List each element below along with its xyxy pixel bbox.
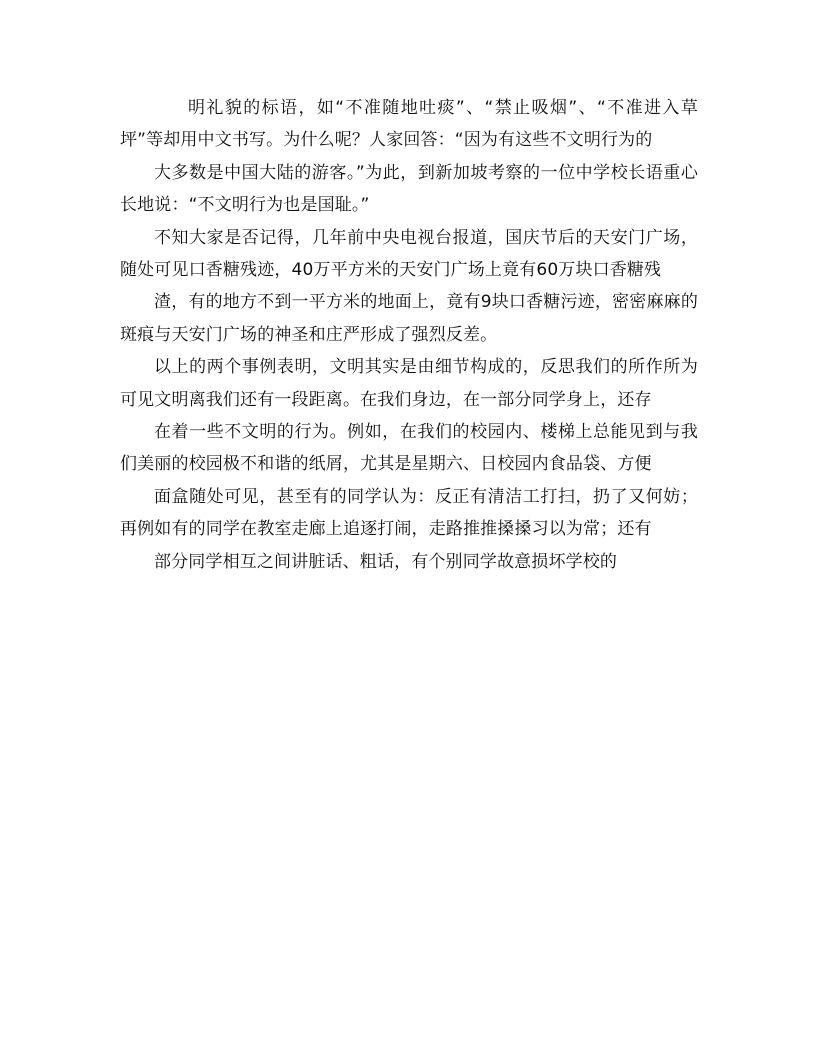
paragraph-8: 部分同学相互之间讲脏话、粗话，有个别同学故意损坏学校的 [154,551,618,572]
body-text [120,92,698,578]
paragraph-3: 不知大家是否记得，几年前中央电视台报道，国庆节后的天安门广场，随处可见口香糖残迹，40万平方米的天安门广场上竟有60万块口香糖残 [120,227,698,281]
paragraph-7: 面盒随处可见，甚至有的同学认为：反正有清洁工打扫，扔了又何妨；再例如有的同学在教室走廊上追逐打闹，走路推推搡搡习以为常；还有 [120,486,698,540]
paragraph-6: 在着一些不文明的行为。例如，在我们的校园内、楼梯上总能见到与我们美丽的校园极不和谐的纸屑，尤其是星期六、日校园内食品袋、方便 [120,422,698,475]
paragraph-1: 明礼貌的标语，如“不准随地吐痰”、“禁止吸烟”、“不准进入草坪”等却用中文书写。为什么呢？人家回答：“因为有这些不文明行为的 [120,98,698,151]
paragraph-5: 以上的两个事例表明，文明其实是由细节构成的，反思我们的所作所为可见文明离我们还有一段距离。在我们身边，在一部分同学身上，还存 [120,357,698,410]
paragraph-2: 大多数是中国大陆的游客。”为此，到新加坡考察的一位中学校长语重心长地说：“不文明行为也是国耻。” [120,162,698,216]
paragraph-4: 渣，有的地方不到一平方米的地面上，竟有9块口香糖污迹，密密麻麻的斑痕与天安门广场的神圣和庄严形成了强烈反差。 [120,292,698,345]
